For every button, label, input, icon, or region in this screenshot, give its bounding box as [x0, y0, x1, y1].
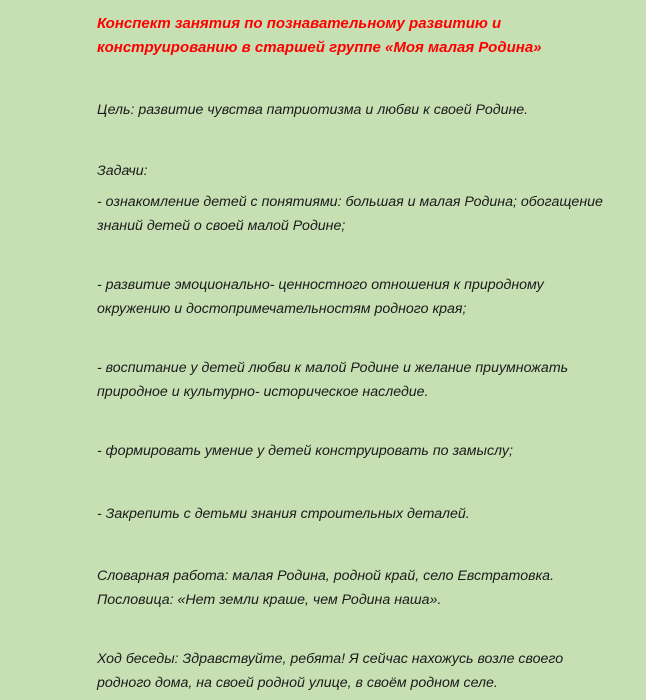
document-title	[97, 12, 632, 60]
task-3-line-1: - воспитание у детей любви к малой Родине и желание приумножать	[97, 360, 569, 376]
vocabulary-paragraph	[97, 564, 637, 612]
conversation-line-1: Ход беседы: Здравствуйте, ребята! Я сейчас нахожусь возле своего	[97, 651, 564, 667]
task-2-line-1: - развитие эмоционально- ценностного отношения к природному	[97, 277, 544, 293]
title-line-1: Конспект занятия по познавательному развитию и	[97, 15, 502, 32]
vocabulary-line: Словарная работа: малая Родина, родной край, село Евстратовка.	[97, 568, 555, 584]
proverb-line: Пословица: «Нет земли краше, чем Родина наша».	[97, 592, 442, 608]
goal-paragraph: Цель: развитие чувства патриотизма и любви к своей Родине.	[97, 102, 529, 118]
task-3-paragraph	[97, 356, 637, 404]
conversation-line-2: родного дома, на своей родной улице, в своём родном селе.	[97, 675, 498, 691]
task-2-line-2: окружению и достопримечательностям родного края;	[97, 301, 467, 317]
tasks-heading: Задачи:	[97, 163, 148, 179]
task-1-paragraph	[97, 190, 637, 238]
task-4-paragraph: - формировать умение у детей конструировать по замыслу;	[97, 443, 513, 459]
task-3-line-2: природное и культурно- историческое наследие.	[97, 384, 429, 400]
task-2-paragraph	[97, 273, 637, 321]
title-line-2: конструированию в старшей группе «Моя малая Родина»	[97, 39, 542, 56]
task-5-paragraph: - Закрепить с детьми знания строительных деталей.	[97, 506, 470, 522]
task-1-line-1: - ознакомление детей с понятиями: большая и малая Родина; обогащение	[97, 194, 603, 210]
conversation-paragraph	[97, 647, 637, 695]
task-1-line-2: знаний детей о своей малой Родине;	[97, 218, 346, 234]
